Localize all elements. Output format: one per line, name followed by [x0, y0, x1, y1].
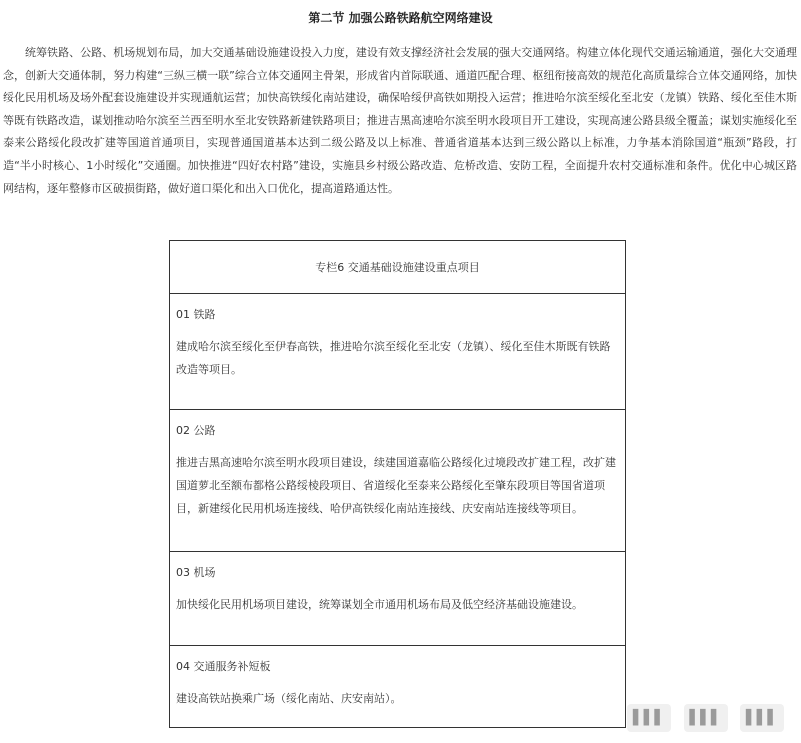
project-box-table — [169, 240, 626, 728]
section-heading: 01 铁路 — [176, 308, 216, 321]
section-body: 建成哈尔滨至绥化至伊春高铁，推进哈尔滨至绥化至北安（龙镇）、绥化至佳木斯既有铁路改造等项目。 — [176, 340, 611, 376]
toolbar-button-1[interactable] — [627, 704, 671, 732]
section-heading: 02 公路 — [176, 424, 216, 437]
section-heading: 04 交通服务补短板 — [176, 660, 271, 673]
box-section-highway — [170, 410, 626, 552]
bars-icon: ▌▌▌ — [632, 710, 666, 726]
box-section-transport-services — [170, 646, 626, 728]
bars-icon: ▌▌▌ — [745, 710, 779, 726]
section-heading: 03 机场 — [176, 566, 216, 579]
bars-icon: ▌▌▌ — [689, 710, 722, 726]
section-body: 建设高铁站换乘广场（绥化南站、庆安南站）。 — [176, 692, 402, 705]
box-section-airport — [170, 552, 626, 646]
toolbar-button-2[interactable] — [684, 704, 728, 732]
box-title: 专栏6 交通基础设施建设重点项目 — [170, 241, 626, 294]
section-body: 加快绥化民用机场项目建设，统筹谋划全市通用机场布局及低空经济基础设施建设。 — [176, 598, 583, 611]
section-title: 第二节 加强公路铁路航空网络建设 — [308, 11, 493, 25]
floating-toolbar — [627, 703, 784, 733]
section-body: 推进吉黑高速哈尔滨至明水段项目建设，续建国道嘉临公路绥化过境段改扩建工程，改扩建国道萝北至额布都格公路绥棱段项目、省道绥化至泰来公路绥化至肇东段项目等国省道项目，新建绥化民用机场连接线、哈伊高铁绥化南站连接线、庆安南站连接线等项目。 — [176, 456, 616, 515]
toolbar-button-3[interactable] — [740, 704, 784, 732]
box-section-railway — [170, 294, 626, 410]
intro-paragraph: 统筹铁路、公路、机场规划布局，加大交通基础设施建设投入力度，建设有效支撑经济社会发展的强大交通网络。构建立体化现代交通运输通道，强化大交通理念，创新大交通体制，努力构建“三纵三横一联”综合立体交通网主骨架，形成省内首际联通、通道匹配合理、枢纽衔接高效的规范化高质量综合立体交通网络，加快绥化民用机场及场外配套设施建设并实现通航运营；加快高铁绥化南站建设，确保哈绥伊高铁如期投入运营；推进哈尔滨至绥化至北安（龙镇）铁路、绥化至佳木斯等既有铁路改造，谋划推动哈尔滨至兰西至明水至北安铁路新建铁路项目；推进吉黑高速哈尔滨至明水段项目开工建设，实现高速公路县级全覆盖；谋划实施绥化至泰来公路绥化段改扩建等国道首通项目，实现普通国道基本达到二级公路及以上标准、普通省道基本达到三级公路以上标准，力争基本消除国道“瓶颈”路段，打造“半小时核心、1小时绥化”交通圈。加快推进“四好农村路”建设，实施县乡村级公路改造、危桥改造、安防工程，全面提升农村交通标准和条件。优化中心城区路网结构，逐年整修市区破损街路，做好道口渠化和出入口优化，提高道路通达性。 — [3, 46, 797, 195]
